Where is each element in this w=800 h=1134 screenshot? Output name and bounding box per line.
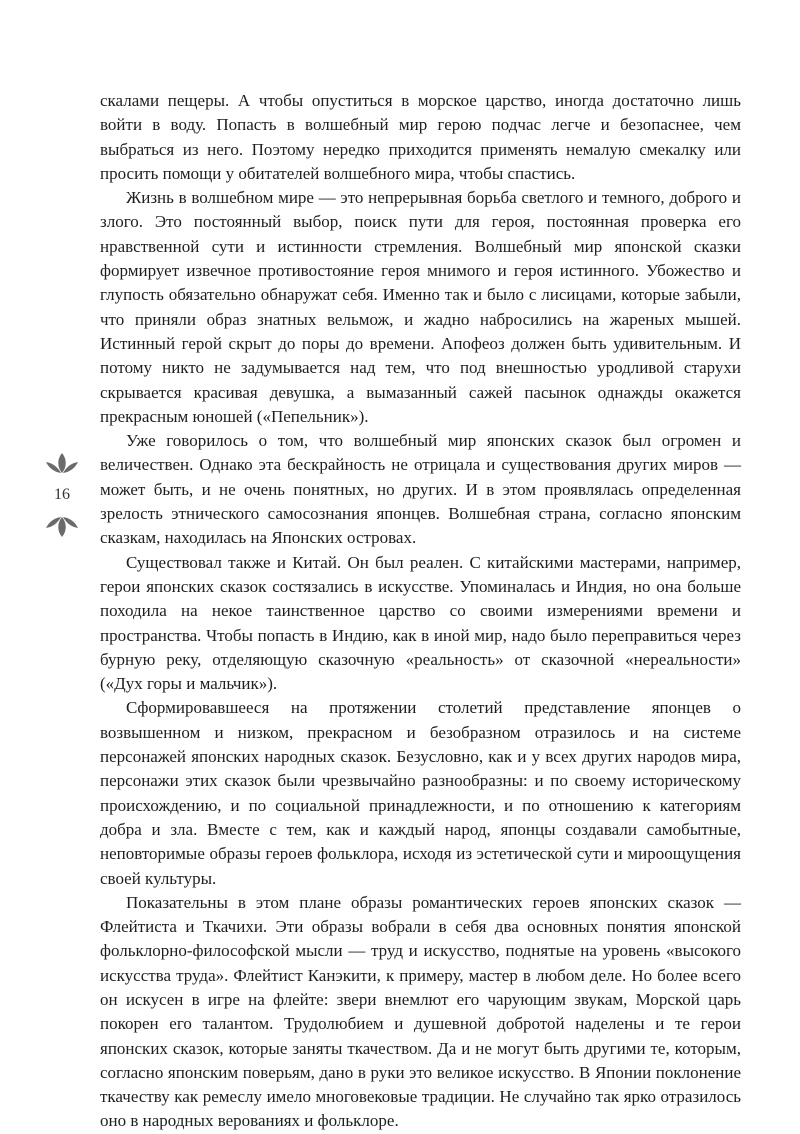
paragraph: Уже говорилось о том, что волшебный мир японских сказок был огромен и величествен. Однако эта бескрайность не отрицала и существования других миров — может быть, и не очень понятных, но других. И в этом проявлялась определенная зрелость этнического самосознания японцев. Волшебная страна, согласно японским сказкам, находилась на Японских островах. <box>100 431 741 548</box>
page-ornament <box>42 452 82 552</box>
paragraph: Жизнь в волшебном мире — это непрерывная борьба светлого и темного, доброго и злого. Это постоянный выбор, поиск пути для героя, постоянная проверка его нравственной сути и истинности стремления. Волшебный мир японской сказки формирует извечное противостояние героя мнимого и героя истинного. Убожество и глупость обязательно обнаружат себя. Именно так и было с лисицами, которые забыли, что приняли образ знатных вельмож, и жадно набросились на жареных мышей. Истинный герой скрыт до поры до времени. Апофеоз должен быть удивительным. И потому никто не задумывается над тем, что под внешностью уродливой старухи скрывается красивая девушка, а вымазанный сажей пасынок однажды окажется прекрасным юношей («Пепельник»). <box>100 188 741 426</box>
page-number: 16 <box>54 486 70 503</box>
lotus-leaf-icon <box>44 452 80 474</box>
paragraph: Сформировавшееся на протяжении столетий представление японцев о возвышенном и низком, прекрасном и безобразном отразилось и на системе персонажей японских народных сказок. Безусловно, как и у всех других народов мира, персонажи этих сказок были чрезвычайно разнообразны: и по своему историческому происхождению, и по социальной принадлежности, и по отношению к категориям добра и зла. Вместе с тем, как и каждый народ, японцы создавали самобытные, неповторимые образы героев фольклора, исходя из эстетической сути и мироощущения своей культуры. <box>100 698 741 888</box>
body-text <box>100 89 741 1134</box>
paragraph: скалами пещеры. А чтобы опуститься в морское царство, иногда достаточно лишь войти в воду. Попасть в волшебный мир герою подчас легче и безопаснее, чем выбраться из него. Поэтому нередко приходится применять немалую смекалку или просить помощи у обитателей волшебного мира, чтобы спастись. <box>100 91 741 183</box>
paragraph: Показательны в этом плане образы романтических героев японских сказок — Флейтиста и Ткачихи. Эти образы вобрали в себя два основных понятия японской фольклорно-философской мысли — труд и искусство, поднятые на уровень «высокого искусства труда». Флейтист Канэкити, к примеру, мастер в любом деле. Но более всего он искусен в игре на флейте: звери внемлют его чарующим звукам, Морской царь покорен его талантом. Трудолюбием и душевной добротой наделены и те герои японских сказок, которые заняты ткачеством. Да и не могут быть другими те, которым, согласно японским поверьям, дано в руки это великое искусство. В Японии поклонение ткачеству как ремеслу имело многовековые традиции. Не случайно так ярко отразилось оно в народных верованиях и фольклоре. <box>100 892 741 1131</box>
paragraph: Существовал также и Китай. Он был реален. С китайскими мастерами, например, герои японских сказок состязались в искусстве. Упоминалась и Индия, но она больше походила на некое таинственное царство со своими измерениями времени и пространства. Чтобы попасть в Индию, как в иной мир, надо было переправиться через бурную реку, отделяющую сказочную «реальность» от сказочной «нереальности» («Дух горы и мальчик»). <box>100 552 741 694</box>
lotus-leaf-icon <box>44 516 80 538</box>
